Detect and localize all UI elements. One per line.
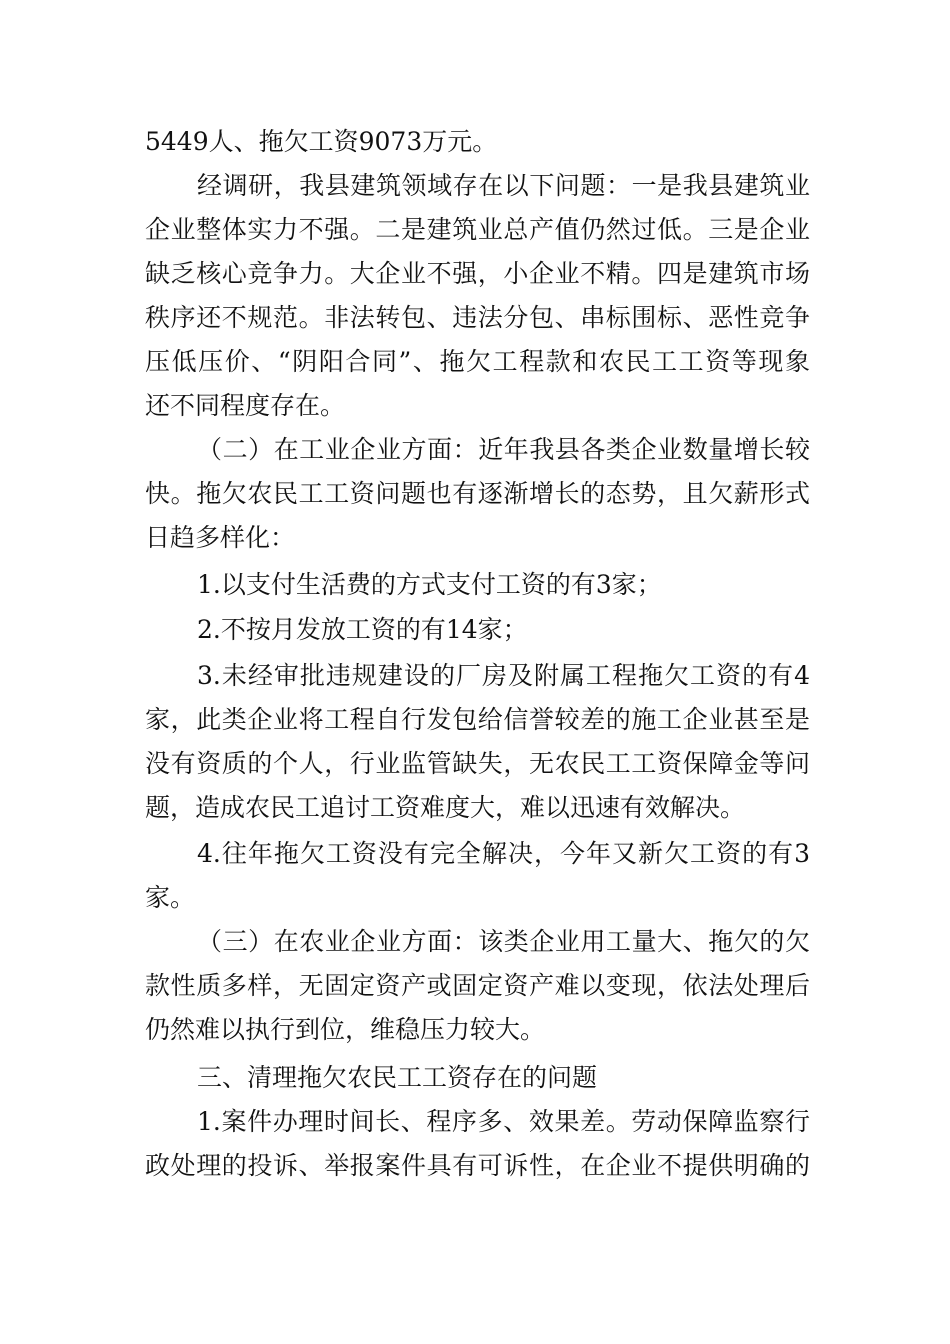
paragraph-line: 快。拖欠农民工工资问题也有逐渐增长的态势，且欠薪形式 bbox=[145, 479, 810, 508]
paragraph-line: 仍然难以执行到位，维稳压力较大。 bbox=[145, 1015, 546, 1044]
paragraph-line: 还不同程度存在。 bbox=[145, 391, 346, 420]
paragraph-line: 压低压价、“阴阳合同”、拖欠工程款和农民工工资等现象 bbox=[145, 347, 810, 376]
paragraph-line: （三）在农业企业方面：该类企业用工量大、拖欠的欠 bbox=[197, 927, 810, 956]
paragraph-line: 企业整体实力不强。二是建筑业总产值仍然过低。三是企业 bbox=[145, 215, 810, 244]
list-item: 1.案件办理时间长、程序多、效果差。劳动保障监察行 bbox=[197, 1107, 810, 1136]
paragraph-line: 5449人、拖欠工资9073万元。 bbox=[145, 127, 498, 156]
paragraph-line: 政处理的投诉、举报案件具有可诉性，在企业不提供明确的 bbox=[145, 1151, 810, 1180]
paragraph-line: 缺乏核心竞争力。大企业不强，小企业不精。四是建筑市场 bbox=[145, 259, 810, 288]
paragraph-line: 没有资质的个人，行业监管缺失，无农民工工资保障金等问 bbox=[145, 749, 810, 778]
list-item: 2.不按月发放工资的有14家； bbox=[197, 615, 528, 644]
paragraph-line: 秩序还不规范。非法转包、违法分包、串标围标、恶性竞争 bbox=[145, 303, 810, 332]
paragraph-line: 经调研，我县建筑领域存在以下问题：一是我县建筑业 bbox=[197, 171, 810, 200]
list-item: 3.未经审批违规建设的厂房及附属工程拖欠工资的有4 bbox=[197, 661, 810, 690]
paragraph-line: 家。 bbox=[145, 883, 196, 912]
list-item: 4.往年拖欠工资没有完全解决，今年又新欠工资的有3 bbox=[197, 839, 810, 868]
section-heading: 三、清理拖欠农民工工资存在的问题 bbox=[197, 1063, 598, 1092]
paragraph-line: 日趋多样化： bbox=[145, 523, 296, 552]
paragraph-line: （二）在工业企业方面：近年我县各类企业数量增长较 bbox=[197, 435, 810, 464]
paragraph-line: 款性质多样，无固定资产或固定资产难以变现，依法处理后 bbox=[145, 971, 810, 1000]
paragraph-line: 家，此类企业将工程自行发包给信誉较差的施工企业甚至是 bbox=[145, 705, 810, 734]
paragraph-line: 题，造成农民工追讨工资难度大，难以迅速有效解决。 bbox=[145, 793, 746, 822]
list-item: 1.以支付生活费的方式支付工资的有3家； bbox=[197, 570, 662, 599]
